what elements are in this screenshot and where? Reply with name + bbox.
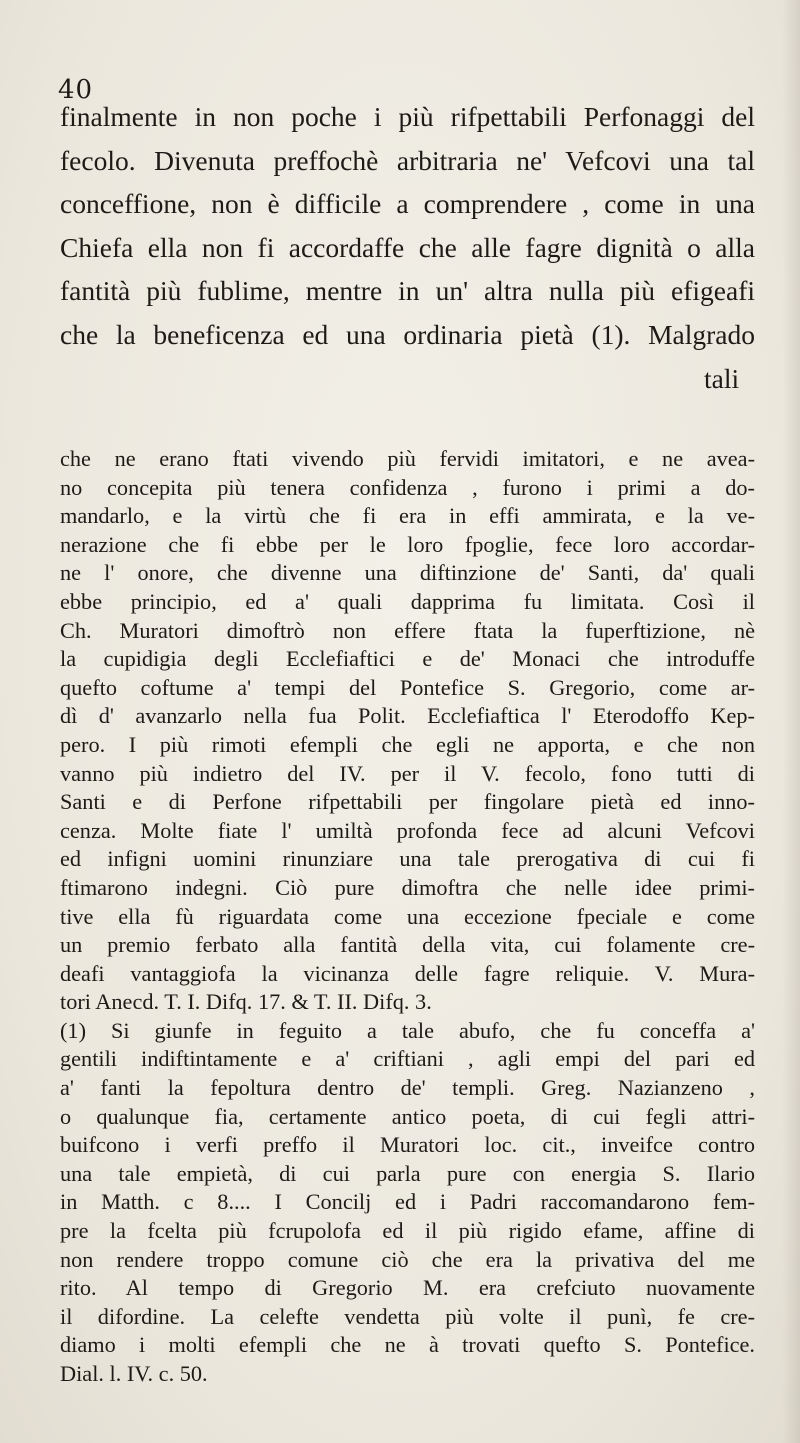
footnote-line: il difordine. La celefte vendetta più volte il punì, fe cre- <box>60 1303 755 1329</box>
footnote-line: nerazione che fi ebbe per le loro fpoglie, fece loro accordar- <box>60 531 755 557</box>
footnote-line: rito. Al tempo di Gregorio M. era crefciuto nuovamente <box>60 1275 755 1301</box>
footnote-line: che ne erano ftati vivendo più fervidi imitatori, e ne avea- <box>60 446 755 471</box>
catchword: tali <box>704 363 740 394</box>
footnote-line: ed infigni uomini rinunziare una tale prerogativa di cui fi <box>60 846 755 872</box>
footnote-line: pre la fcelta più fcrupolofa ed il più rigido efame, affine di <box>60 1218 755 1244</box>
footnote-line: tive ella fù riguardata come una eccezione fpeciale e come <box>60 903 755 929</box>
footnote-line: in Matth. c 8.... I Concilj ed i Padri raccomandarono fem- <box>60 1189 755 1215</box>
footnote-line: ftimarono indegni. Ciò pure dimoftra che nelle idee primi- <box>60 874 755 900</box>
footnote-line: no concepita più tenera confidenza , furono i primi a do- <box>60 474 755 500</box>
main-text-line: fantità più fublime, mentre in un' altra nulla più efigeafi <box>60 275 755 307</box>
main-text-line: conceffione, non è difficile a comprendere , come in una <box>60 188 755 220</box>
footnote-line: a' fanti la fepoltura dentro de' templi. Greg. Nazianzeno , <box>60 1075 755 1101</box>
footnote-line: dì d' avanzarlo nella fua Polit. Ecclefiaftica l' Eterodoffo Kep- <box>60 703 755 729</box>
footnote-line: quefto coftume a' tempi del Pontefice S. Gregorio, come ar- <box>60 674 755 700</box>
page-edge-shadow <box>782 0 800 1443</box>
main-text-line: Chiefa ella non fi accordaffe che alle fagre dignità o alla <box>60 231 755 263</box>
footnote-line: non rendere troppo comune ciò che era la privativa del me <box>60 1246 755 1272</box>
footnote-line: buifcono i verfi preffo il Muratori loc. cit., inveifce contro <box>60 1132 755 1158</box>
footnote-line: Santi e di Perfone rifpettabili per fingolare pietà ed inno- <box>60 789 755 815</box>
footnote-line: (1) Si giunfe in feguito a tale abufo, che fu conceffa a' <box>60 1017 755 1043</box>
footnote-line: vanno più indietro del IV. per il V. fecolo, fono tutti di <box>60 760 755 786</box>
footnote-line: ebbe principio, ed a' quali dapprima fu limitata. Così il <box>60 588 755 614</box>
footnote-line: la cupidigia degli Ecclefiaftici e de' Monaci che introduffe <box>60 646 755 672</box>
main-text-line: fecolo. Divenuta preffochè arbitraria ne' Vefcovi una tal <box>60 144 755 176</box>
footnote-line: o qualunque fia, certamente antico poeta, di cui fegli attri- <box>60 1103 755 1129</box>
footnote-line: Dial. l. IV. c. 50. <box>60 1361 208 1386</box>
footnote-line: cenza. Molte fiate l' umiltà profonda fece ad alcuni Vefcovi <box>60 817 755 843</box>
footnote-line: un premio ferbato alla fantità della vita, cui folamente cre- <box>60 932 755 958</box>
footnote-line: diamo i molti efempli che ne à trovati quefto S. Pontefice. <box>60 1332 755 1358</box>
footnote-line: gentili indiftintamente e a' criftiani , agli empi del pari ed <box>60 1046 755 1072</box>
footnote-line: una tale empietà, di cui parla pure con energia S. Ilario <box>60 1160 755 1186</box>
main-text-line: finalmente in non poche i più rifpettabili Perfonaggi del <box>60 101 755 132</box>
footnote-block <box>60 445 755 1389</box>
footnote-line: deafi vantaggiofa la vicinanza delle fagre reliquie. V. Mura- <box>60 960 755 986</box>
main-text-line: che la beneficenza ed una ordinaria pietà (1). Malgrado <box>60 318 755 350</box>
footnote-line: mandarlo, e la virtù che fi era in effi ammirata, e la ve- <box>60 503 755 529</box>
main-text-block <box>60 95 755 357</box>
footnote-line: Ch. Muratori dimoftrò non effere ftata la fuperftizione, nè <box>60 617 755 643</box>
page-number: 40 <box>58 75 94 105</box>
footnote-line: ne l' onore, che divenne una diftinzione de' Santi, da' quali <box>60 560 755 586</box>
footnote-line: pero. I più rimoti efempli che egli ne apporta, e che non <box>60 731 755 757</box>
footnote-line: tori Anecd. T. I. Difq. 17. & T. II. Difq. 3. <box>60 989 432 1015</box>
